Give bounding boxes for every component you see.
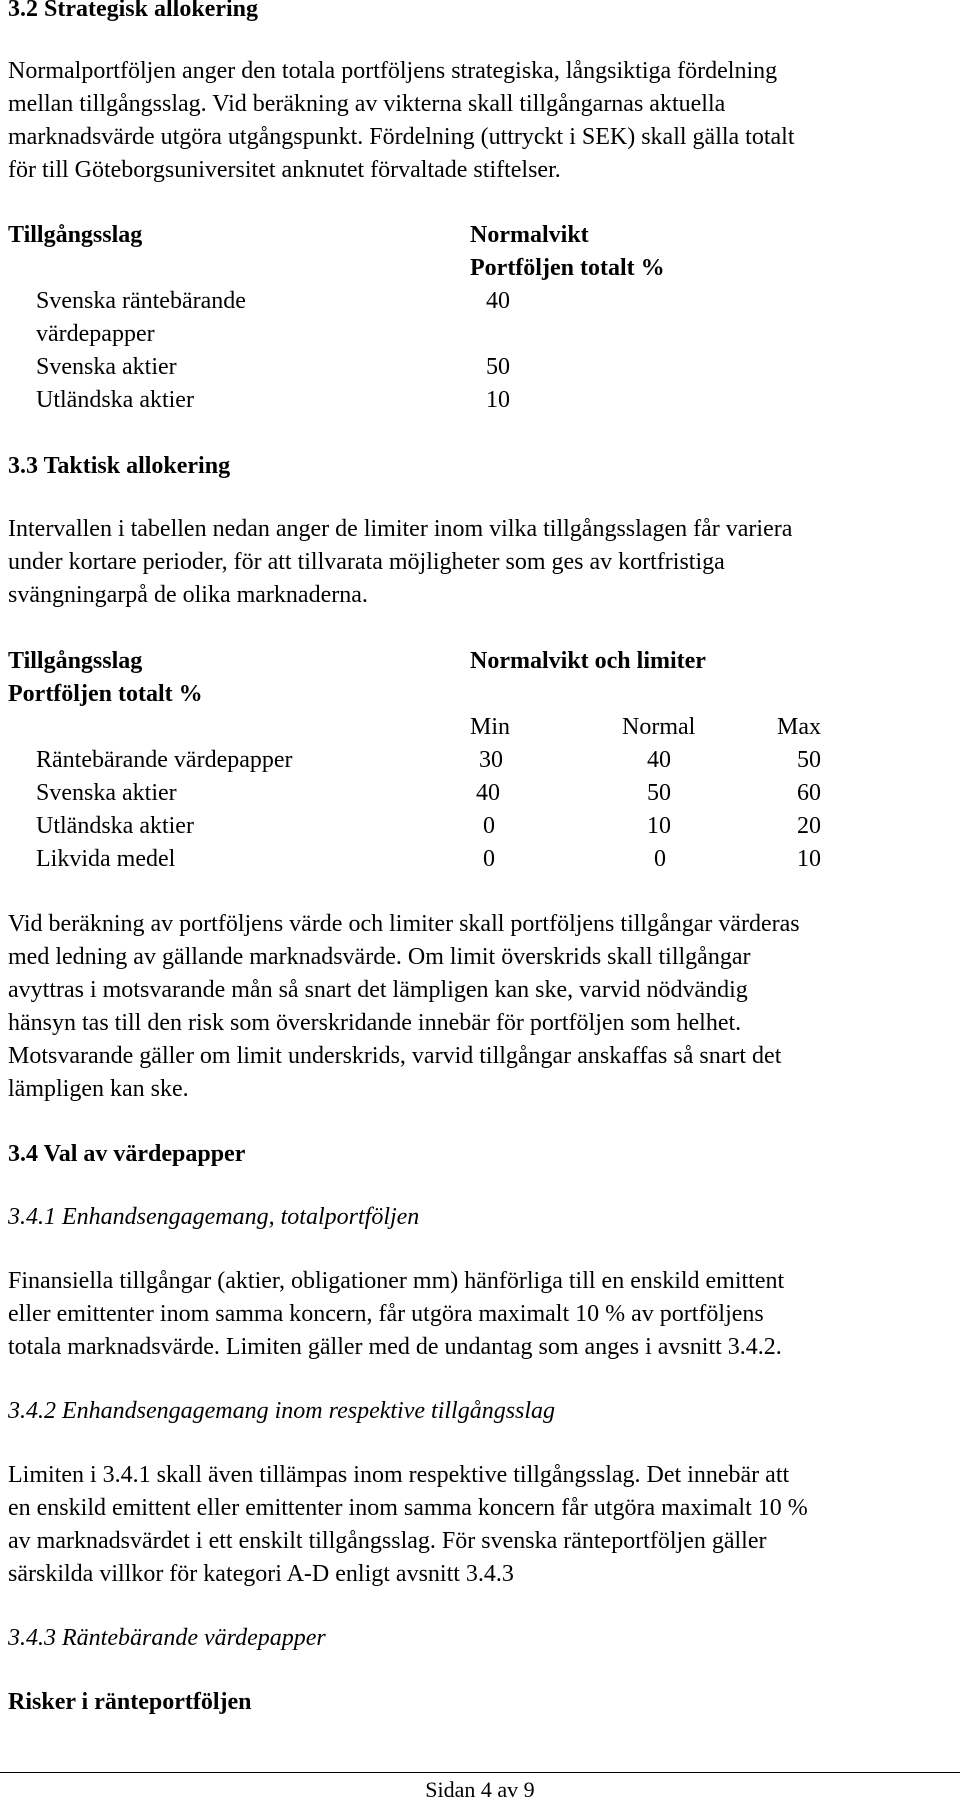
paragraph-line: mellan tillgångsslag. Vid beräkning av vikterna skall tillgångarnas aktuella [8, 91, 726, 117]
paragraph-line: för till Göteborgsuniversitet anknutet förvaltade stiftelser. [8, 157, 561, 183]
table-header-portfolio-total: Portföljen totalt % [470, 255, 665, 281]
paragraph-line: av marknadsvärdet i ett enskilt tillgångsslag. För svenska ränteportföljen gäller [8, 1528, 767, 1554]
paragraph-line: Motsvarande gäller om limit underskrids, varvid tillgångar anskaffas så snart det [8, 1043, 782, 1069]
paragraph-line: Limiten i 3.4.1 skall även tillämpas inom respektive tillgångsslag. Det innebär att [8, 1462, 790, 1488]
table-cell-asset: Svenska räntebärande [36, 288, 246, 314]
paragraph-line: Normalportföljen anger den totala portföljens strategiska, långsiktiga fördelning [8, 58, 778, 84]
paragraph-line: en enskild emittent eller emittenter inom samma koncern får utgöra maximalt 10 % [8, 1495, 808, 1521]
table-cell-normal: 50 [647, 780, 671, 806]
paragraph-line: eller emittenter inom samma koncern, får utgöra maximalt 10 % av portföljens [8, 1301, 764, 1327]
page-number: Sidan 4 av 9 [425, 1777, 535, 1802]
risk-heading: Risker i ränteportföljen [8, 1689, 252, 1715]
table-cell-asset: Utländska aktier [36, 813, 194, 839]
paragraph-line: hänsyn tas till den risk som överskridande innebär för portföljen som helhet. [8, 1010, 742, 1036]
table-cell-min: 40 [476, 780, 500, 806]
table-cell-max: 50 [797, 747, 821, 773]
table-cell-normal: 40 [647, 747, 671, 773]
table-subheader-max: Max [777, 714, 821, 740]
paragraph-line: avyttras i motsvarande mån så snart det lämpligen kan ske, varvid nödvändig [8, 977, 748, 1003]
paragraph-line: svängningarpå de olika marknaderna. [8, 582, 368, 608]
table-subheader-normal: Normal [622, 714, 696, 740]
section-heading-3-3: 3.3 Taktisk allokering [8, 453, 231, 479]
table-cell-value: 10 [486, 387, 510, 413]
table-header-asset-class: Tillgångsslag [8, 222, 143, 248]
table-cell-asset: Svenska aktier [36, 780, 177, 806]
paragraph-line: Intervallen i tabellen nedan anger de limiter inom vilka tillgångsslagen får variera [8, 516, 793, 542]
table-cell-asset: Svenska aktier [36, 354, 177, 380]
paragraph-line: särskilda villkor för kategori A-D enligt avsnitt 3.4.3 [8, 1561, 514, 1587]
table-header-normal-and-limits: Normalvikt och limiter [470, 648, 706, 674]
table-subheader-min: Min [470, 714, 511, 740]
subsection-heading-3-4-1: 3.4.1 Enhandsengagemang, totalportföljen [8, 1204, 420, 1230]
table-cell-min: 30 [479, 747, 503, 773]
table-cell-asset: Likvida medel [36, 846, 176, 872]
paragraph-line: under kortare perioder, för att tillvarata möjligheter som ges av kortfristiga [8, 549, 725, 575]
paragraph-line: totala marknadsvärde. Limiten gäller med de undantag som anges i avsnitt 3.4.2. [8, 1334, 782, 1360]
table-cell-normal: 10 [647, 813, 671, 839]
paragraph-line: Finansiella tillgångar (aktier, obligationer mm) hänförliga till en enskild emittent [8, 1268, 785, 1294]
table-cell-normal: 0 [654, 846, 666, 872]
paragraph-line: marknadsvärde utgöra utgångspunkt. Fördelning (uttryckt i SEK) skall gälla totalt [8, 124, 795, 150]
table-header-portfolio-total: Portföljen totalt % [8, 681, 203, 707]
subsection-heading-3-4-2: 3.4.2 Enhandsengagemang inom respektive tillgångsslag [8, 1398, 556, 1424]
paragraph-line: Vid beräkning av portföljens värde och limiter skall portföljens tillgångar värderas [8, 911, 800, 937]
subsection-heading-3-4-3: 3.4.3 Räntebärande värdepapper [8, 1625, 326, 1651]
paragraph-line: lämpligen kan ske. [8, 1076, 189, 1102]
section-heading-3-4: 3.4 Val av värdepapper [8, 1141, 246, 1167]
table-cell-min: 0 [483, 813, 495, 839]
table-cell-max: 60 [797, 780, 821, 806]
table-cell-min: 0 [483, 846, 495, 872]
table-cell-asset: Räntebärande värdepapper [36, 747, 293, 773]
table-cell-asset: värdepapper [36, 321, 155, 347]
paragraph-line: med ledning av gällande marknadsvärde. Om limit överskrids skall tillgångar [8, 944, 751, 970]
table-cell-asset: Utländska aktier [36, 387, 194, 413]
footer-divider [0, 1772, 960, 1773]
table-cell-max: 10 [797, 846, 821, 872]
section-heading-3-2: 3.2 Strategisk allokering [8, 0, 258, 22]
table-header-normal-weight: Normalvikt [470, 222, 589, 248]
table-cell-max: 20 [797, 813, 821, 839]
table-cell-value: 40 [486, 288, 510, 314]
table-header-asset-class: Tillgångsslag [8, 648, 143, 674]
table-cell-value: 50 [486, 354, 510, 380]
